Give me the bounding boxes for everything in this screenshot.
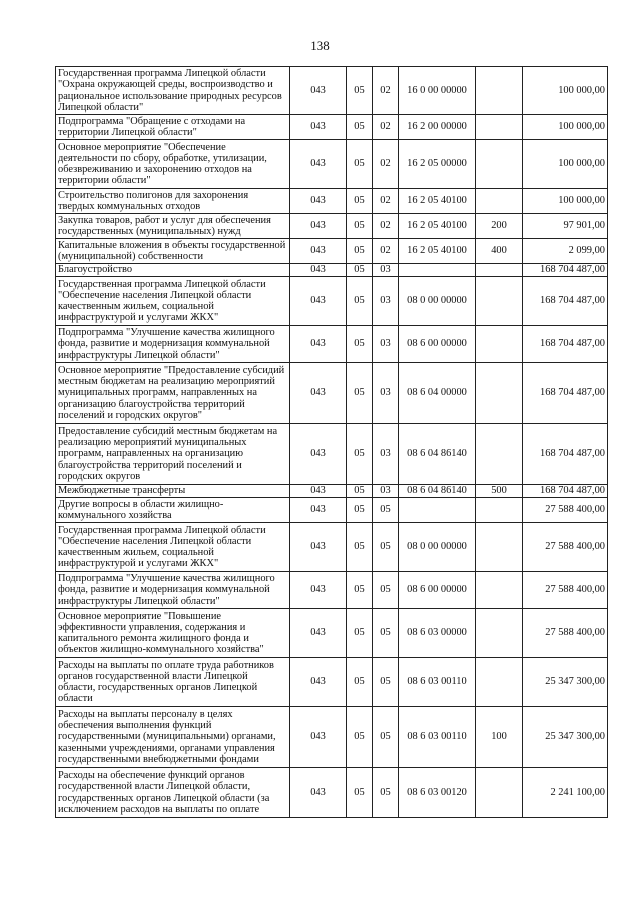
expense-type-cell: [476, 67, 523, 115]
target-article-cell: 16 2 05 40100: [399, 189, 476, 214]
section-code-cell: 05: [347, 214, 373, 239]
admin-code-cell: 043: [290, 498, 347, 523]
target-article-cell: 16 2 05 40100: [399, 239, 476, 264]
section-code-cell: 05: [347, 140, 373, 189]
amount-cell: 25 347 300,00: [523, 707, 608, 768]
row-name-cell: Расходы на выплаты персоналу в целях обеспечения выполнения функций государственными (муниципальными) органами, казенными учреждениями, органами управления государственными внебюджетными фондами: [56, 707, 290, 768]
expense-type-cell: [476, 277, 523, 326]
page-number: 138: [310, 38, 330, 53]
table-row: [56, 498, 608, 523]
admin-code-cell: 043: [290, 239, 347, 264]
section-code-cell: 05: [347, 424, 373, 485]
section-code-cell: 05: [347, 707, 373, 768]
subsection-code-cell: 05: [373, 572, 399, 609]
subsection-code-cell: 05: [373, 768, 399, 818]
row-name-cell: Другие вопросы в области жилищно-коммунального хозяйства: [56, 498, 290, 523]
row-name-cell: Подпрограмма "Обращение с отходами на территории Липецкой области": [56, 115, 290, 140]
admin-code-cell: 043: [290, 115, 347, 140]
budget-table: [55, 66, 608, 818]
table-row: [56, 67, 608, 115]
admin-code-cell: 043: [290, 326, 347, 363]
expense-type-cell: [476, 768, 523, 818]
row-name-cell: Основное мероприятие "Предоставление субсидий местным бюджетам на реализацию мероприятий муниципальных программ, направленных на организацию благоустройства территорий поселений и городских округов": [56, 363, 290, 424]
expense-type-cell: [476, 498, 523, 523]
target-article-cell: 16 2 05 40100: [399, 214, 476, 239]
subsection-code-cell: 02: [373, 67, 399, 115]
table-row: [56, 707, 608, 768]
section-code-cell: 05: [347, 498, 373, 523]
amount-cell: 100 000,00: [523, 140, 608, 189]
expense-type-cell: [476, 264, 523, 277]
admin-code-cell: 043: [290, 189, 347, 214]
expense-type-cell: [476, 523, 523, 572]
subsection-code-cell: 03: [373, 264, 399, 277]
section-code-cell: 05: [347, 264, 373, 277]
amount-cell: 27 588 400,00: [523, 572, 608, 609]
subsection-code-cell: 03: [373, 326, 399, 363]
expense-type-cell: 200: [476, 214, 523, 239]
table-row: [56, 115, 608, 140]
subsection-code-cell: 05: [373, 609, 399, 658]
table-row: [56, 572, 608, 609]
amount-cell: 168 704 487,00: [523, 264, 608, 277]
section-code-cell: 05: [347, 768, 373, 818]
admin-code-cell: 043: [290, 214, 347, 239]
target-article-cell: 08 6 03 00110: [399, 707, 476, 768]
section-code-cell: 05: [347, 658, 373, 707]
subsection-code-cell: 05: [373, 498, 399, 523]
target-article-cell: 16 2 00 00000: [399, 115, 476, 140]
section-code-cell: 05: [347, 609, 373, 658]
target-article-cell: 08 0 00 00000: [399, 277, 476, 326]
row-name-cell: Основное мероприятие "Обеспечение деятельности по сбору, обработке, утилизации, обезвреживанию и захоронению отходов на территории области": [56, 140, 290, 189]
amount-cell: 27 588 400,00: [523, 498, 608, 523]
expense-type-cell: [476, 609, 523, 658]
subsection-code-cell: 05: [373, 707, 399, 768]
amount-cell: 168 704 487,00: [523, 326, 608, 363]
expense-type-cell: [476, 424, 523, 485]
expense-type-cell: [476, 363, 523, 424]
admin-code-cell: 043: [290, 264, 347, 277]
admin-code-cell: 043: [290, 768, 347, 818]
expense-type-cell: [476, 326, 523, 363]
amount-cell: 168 704 487,00: [523, 424, 608, 485]
admin-code-cell: 043: [290, 658, 347, 707]
row-name-cell: Государственная программа Липецкой области "Обеспечение населения Липецкой области качественным жильем, социальной инфраструктурой и услугами ЖКХ": [56, 277, 290, 326]
table-row: [56, 277, 608, 326]
row-name-cell: Государственная программа Липецкой области "Охрана окружающей среды, воспроизводство и рациональное использование природных ресурсов Липецкой области": [56, 67, 290, 115]
section-code-cell: 05: [347, 115, 373, 140]
admin-code-cell: 043: [290, 523, 347, 572]
amount-cell: 100 000,00: [523, 115, 608, 140]
amount-cell: 27 588 400,00: [523, 523, 608, 572]
section-code-cell: 05: [347, 67, 373, 115]
expense-type-cell: [476, 658, 523, 707]
row-name-cell: Закупка товаров, работ и услуг для обеспечения государственных (муниципальных) нужд: [56, 214, 290, 239]
row-name-cell: Благоустройство: [56, 264, 290, 277]
section-code-cell: 05: [347, 277, 373, 326]
table-row: [56, 424, 608, 485]
expense-type-cell: 400: [476, 239, 523, 264]
table-row: [56, 264, 608, 277]
row-name-cell: Расходы на выплаты по оплате труда работников органов государственной власти Липецкой области, государственных органов Липецкой области: [56, 658, 290, 707]
expense-type-cell: [476, 189, 523, 214]
admin-code-cell: 043: [290, 424, 347, 485]
target-article-cell: 08 6 00 00000: [399, 572, 476, 609]
subsection-code-cell: 02: [373, 189, 399, 214]
table-row: [56, 363, 608, 424]
row-name-cell: Межбюджетные трансферты: [56, 485, 290, 498]
section-code-cell: 05: [347, 485, 373, 498]
target-article-cell: 08 6 04 86140: [399, 424, 476, 485]
target-article-cell: 16 0 00 00000: [399, 67, 476, 115]
expense-type-cell: 500: [476, 485, 523, 498]
section-code-cell: 05: [347, 326, 373, 363]
table-row: [56, 239, 608, 264]
table-row: [56, 326, 608, 363]
target-article-cell: 08 6 04 86140: [399, 485, 476, 498]
subsection-code-cell: 03: [373, 485, 399, 498]
target-article-cell: [399, 264, 476, 277]
target-article-cell: 08 6 04 00000: [399, 363, 476, 424]
subsection-code-cell: 02: [373, 239, 399, 264]
section-code-cell: 05: [347, 189, 373, 214]
admin-code-cell: 043: [290, 707, 347, 768]
subsection-code-cell: 02: [373, 214, 399, 239]
admin-code-cell: 043: [290, 277, 347, 326]
row-name-cell: Предоставление субсидий местным бюджетам на реализацию мероприятий муниципальных программ, направленных на организацию благоустройства территорий поселений и городских округов: [56, 424, 290, 485]
amount-cell: 25 347 300,00: [523, 658, 608, 707]
target-article-cell: 08 0 00 00000: [399, 523, 476, 572]
subsection-code-cell: 05: [373, 523, 399, 572]
table-row: [56, 140, 608, 189]
row-name-cell: Подпрограмма "Улучшение качества жилищного фонда, развитие и модернизация коммунальной инфраструктуры Липецкой области": [56, 572, 290, 609]
table-row: [56, 609, 608, 658]
target-article-cell: 08 6 00 00000: [399, 326, 476, 363]
amount-cell: 100 000,00: [523, 189, 608, 214]
expense-type-cell: 100: [476, 707, 523, 768]
expense-type-cell: [476, 572, 523, 609]
target-article-cell: [399, 498, 476, 523]
table-row: [56, 658, 608, 707]
expense-type-cell: [476, 140, 523, 189]
table-row: [56, 214, 608, 239]
row-name-cell: Расходы на обеспечение функций органов государственной власти Липецкой области, государственных органов Липецкой области (за исключением расходов на выплаты по оплате: [56, 768, 290, 818]
row-name-cell: Подпрограмма "Улучшение качества жилищного фонда, развитие и модернизация коммунальной инфраструктуры Липецкой области": [56, 326, 290, 363]
amount-cell: 2 241 100,00: [523, 768, 608, 818]
section-code-cell: 05: [347, 239, 373, 264]
row-name-cell: Капитальные вложения в объекты государственной (муниципальной) собственности: [56, 239, 290, 264]
target-article-cell: 16 2 05 00000: [399, 140, 476, 189]
subsection-code-cell: 03: [373, 363, 399, 424]
admin-code-cell: 043: [290, 67, 347, 115]
table-row: [56, 768, 608, 818]
target-article-cell: 08 6 03 00000: [399, 609, 476, 658]
table-row: [56, 189, 608, 214]
amount-cell: 27 588 400,00: [523, 609, 608, 658]
amount-cell: 2 099,00: [523, 239, 608, 264]
admin-code-cell: 043: [290, 363, 347, 424]
subsection-code-cell: 03: [373, 424, 399, 485]
table-row: [56, 485, 608, 498]
admin-code-cell: 043: [290, 609, 347, 658]
target-article-cell: 08 6 03 00120: [399, 768, 476, 818]
admin-code-cell: 043: [290, 572, 347, 609]
row-name-cell: Строительство полигонов для захоронения твердых коммунальных отходов: [56, 189, 290, 214]
section-code-cell: 05: [347, 572, 373, 609]
amount-cell: 100 000,00: [523, 67, 608, 115]
table-row: [56, 523, 608, 572]
subsection-code-cell: 03: [373, 277, 399, 326]
amount-cell: 168 704 487,00: [523, 277, 608, 326]
table-body: [56, 67, 608, 818]
admin-code-cell: 043: [290, 485, 347, 498]
amount-cell: 97 901,00: [523, 214, 608, 239]
amount-cell: 168 704 487,00: [523, 363, 608, 424]
section-code-cell: 05: [347, 523, 373, 572]
row-name-cell: Государственная программа Липецкой области "Обеспечение населения Липецкой области качественным жильем, социальной инфраструктурой и услугами ЖКХ": [56, 523, 290, 572]
section-code-cell: 05: [347, 363, 373, 424]
admin-code-cell: 043: [290, 140, 347, 189]
expense-type-cell: [476, 115, 523, 140]
subsection-code-cell: 02: [373, 115, 399, 140]
row-name-cell: Основное мероприятие "Повышение эффективности управления, содержания и капитального ремонта жилищного фонда и объектов жилищно-коммунального хозяйства": [56, 609, 290, 658]
subsection-code-cell: 05: [373, 658, 399, 707]
target-article-cell: 08 6 03 00110: [399, 658, 476, 707]
subsection-code-cell: 02: [373, 140, 399, 189]
amount-cell: 168 704 487,00: [523, 485, 608, 498]
